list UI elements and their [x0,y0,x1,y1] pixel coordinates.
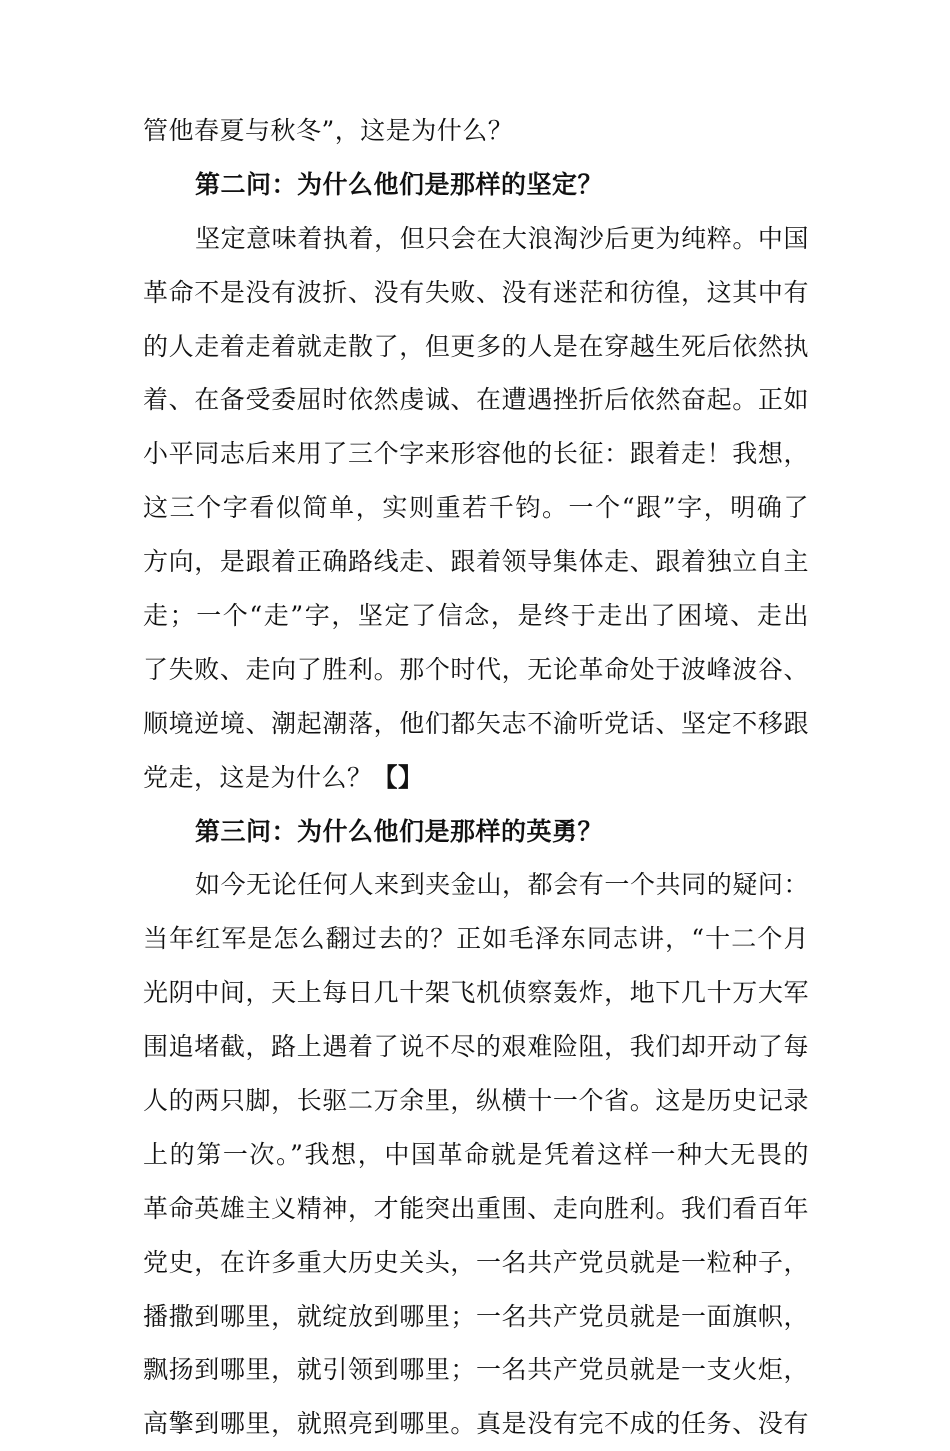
text-line: 人的两只脚，长驱二万余里，纵横十一个省。这是历史记录 [143,1086,809,1116]
text-line: 方向，是跟着正确路线走、跟着领导集体走、跟着独立自主 [143,547,809,577]
text-line: 顺境逆境、潮起潮落，他们都矢志不渝听党话、坚定不移跟 [143,708,809,738]
bracket-marker: 【】 [372,762,424,792]
text-line: 这三个字看似简单，实则重若千钧。一个“跟”字，明确了 [143,493,809,523]
section-heading: 第二问：为什么他们是那样的坚定？ [195,169,604,199]
paragraph-last-line [143,751,809,805]
document-body [143,104,809,1451]
text-line: 走；一个“走”字，坚定了信念，是终于走出了困境、走出 [143,601,809,631]
text-line: 当年红军是怎么翻过去的？正如毛泽东同志讲，“十二个月 [143,924,809,954]
text-line: 了失败、走向了胜利。那个时代，无论革命处于波峰波谷、 [143,654,809,684]
text-line: 高擎到哪里，就照亮到哪里。真是没有完不成的任务、没有 [143,1409,809,1439]
paragraph-first-line: 坚定意味着执着，但只会在大浪淘沙后更为纯粹。中国 [195,223,809,253]
text-line: 着、在备受委屈时依然虔诚、在遭遇挫折后依然奋起。正如 [143,385,809,415]
section-heading: 第三问：为什么他们是那样的英勇？ [195,816,604,846]
text-line: 党史，在许多重大历史关头，一名共产党员就是一粒种子， [143,1247,809,1277]
text-line: 播撒到哪里，就绽放到哪里；一名共产党员就是一面旗帜， [143,1301,809,1331]
text-line: 管他春夏与秋冬”，这是为什么？ [143,116,514,145]
text-line: 革命英雄主义精神，才能突出重围、走向胜利。我们看百年 [143,1193,809,1223]
text-line: 飘扬到哪里，就引领到哪里；一名共产党员就是一支火炬， [143,1355,809,1385]
text-line: 的人走着走着就走散了，但更多的人是在穿越生死后依然执 [143,331,809,361]
paragraph-first-line: 如今无论任何人来到夹金山，都会有一个共同的疑问： [195,870,809,900]
text-line: 围追堵截，路上遇着了说不尽的艰难险阻，我们却开动了每 [143,1032,809,1062]
text-line: 上的第一次。”我想，中国革命就是凭着这样一种大无畏的 [143,1139,809,1169]
text-line: 小平同志后来用了三个字来形容他的长征：跟着走！我想， [143,439,809,469]
text-line: 革命不是没有波折、没有失败、没有迷茫和彷徨，这其中有 [143,277,809,307]
text-segment: 党走，这是为什么？ [143,762,373,792]
text-line: 光阴中间，天上每日几十架飞机侦察轰炸，地下几十万大军 [143,978,809,1008]
